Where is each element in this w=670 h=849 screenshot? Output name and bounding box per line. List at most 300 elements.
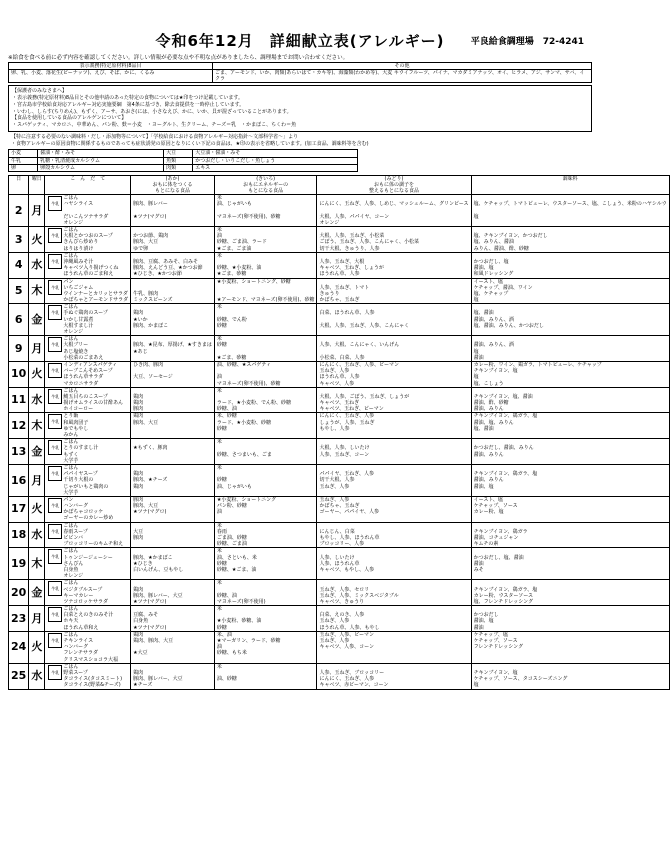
ingredient-line: 塩、ケチャップ、トマトピューレ、ウスターソース、塩、こしょう、米粉のハヤシルウ (473, 201, 667, 208)
ingredient-line: 砂糖、ごま油、ラード (216, 239, 267, 246)
ingredient-line: 砂糖、ごま油 (216, 541, 247, 548)
day-number: 3 (9, 227, 29, 253)
menu-column-header: (あか) おもに体をつくる もとになる食品 (131, 176, 215, 195)
red-group-foods (131, 522, 215, 548)
ingredient-line: イースト、塩 (473, 278, 503, 285)
allergen-list-right: ごま、アーモンド、いか、肉類(あらいはて・カキ等)、海藻類(わかめ等)、大麦 キウイフルーツ、パイナ、マカダミアナッツ、オイ、ヒラメ、アジ、サンマ、サバ、イクラ (213, 69, 592, 83)
ingredient-line: 醤油、みりん、酒 (473, 342, 514, 349)
menu-item: ほうれん草のごま和え (63, 271, 114, 278)
menu-day-row (9, 631, 670, 663)
ingredient-line: 米 (216, 439, 222, 446)
day-of-week: 木 (29, 278, 45, 304)
ingredient-line: 米 (216, 336, 222, 343)
ingredient-line: 砂糖、さつまいも、ごま (216, 451, 272, 458)
ingredient-line: キャベツ、赤ピーマン、コーン (319, 682, 389, 689)
milk-carton-icon: 牛乳 (48, 498, 62, 513)
red-group-foods (131, 413, 215, 439)
milk-carton-icon: 牛乳 (48, 665, 62, 680)
day-number: 19 (9, 548, 29, 580)
yellow-group-foods (214, 304, 317, 336)
ingredient-line: ★アーモンド、マヨネーズ(卵不使用)、砂糖 (216, 297, 315, 304)
ingredient-line: ★小麦粉、ショートニング (216, 496, 276, 503)
menu-item: ごはん (63, 631, 79, 638)
seasoning-items: 醤油・酢・みそ (38, 150, 164, 157)
milk-carton-icon: 牛乳 (48, 581, 62, 596)
seasoning-category: 卵 (9, 164, 38, 171)
menu-item: ごはん (63, 252, 79, 259)
menu-item: タコライス(タコスミート) (63, 676, 123, 683)
day-of-week: 月 (29, 336, 45, 362)
ingredient-line: 油、砂糖 (216, 676, 237, 683)
ingredient-line: 砂糖 (216, 322, 227, 329)
menu-column-header: (みどり) おもに体の調子を 整えるもとになる食品 (317, 176, 471, 195)
green-group-foods (317, 548, 471, 580)
ingredient-line: 人参、玉ねぎ、コーン (319, 451, 370, 458)
ingredient-line: 醤油、みりん (473, 477, 504, 484)
seasonings (471, 413, 669, 439)
ingredient-line: にんじん、白菜 (319, 528, 355, 535)
ingredient-line: かつおだし、塩、醤油 (473, 554, 524, 561)
ingredient-line: ★ツナ(マグロ) (133, 509, 167, 516)
guardian-line: ・宮古島市学校給食対応アレルギー対応実施要綱 第4条に基づき、除去食提供を一時停止しています。 (12, 101, 245, 108)
menu-day-row (9, 278, 670, 304)
ingredient-line: 塩 (473, 374, 479, 381)
seasonings (471, 464, 669, 496)
ingredient-line: イースト、塩 (473, 496, 503, 503)
allergen-header-left: 表示義務(特定原材料)8品目 (9, 62, 213, 69)
menu-day-row (9, 522, 670, 548)
ingredient-line: ごぼう、玉ねぎ、人参、こんにゃく、小松菜 (319, 239, 420, 246)
common-line: ・スパゲッティ、マカロニ、中華めん、パン粉、麩＝小麦 ・ヨーグルト、生クリーム、チーズ＝乳 ・かまぼこ、ちくわ＝魚 (12, 122, 297, 129)
menu-item: もずく (63, 451, 79, 458)
seasonings (471, 606, 669, 632)
ingredient-line: 鶏肉、豚肉、大豆 (133, 638, 174, 645)
ingredient-line: 塩 (473, 297, 479, 304)
seasoning-items: エキス (193, 164, 358, 171)
ingredient-line: ひき肉、豚肉 (133, 361, 164, 368)
ingredient-line: 豚肉、えんどう豆、★かつお節 (133, 265, 203, 272)
seasonings (471, 227, 669, 253)
menu-item: オレンジ (63, 329, 84, 336)
ingredient-line: しょうが、人参、玉ねぎ (319, 419, 375, 426)
ingredient-line: ほうれん草、人参 (319, 374, 360, 381)
ingredient-line: 米 (216, 304, 222, 311)
ingredient-line: 油、砂糖、★スパゲティ (216, 361, 271, 368)
menu-item: ごはん (63, 304, 79, 311)
ingredient-line: マヨネーズ(卵不使用)、砂糖 (216, 213, 281, 220)
menu-item: 和風肉団子 (63, 419, 89, 426)
ingredient-line: 牛乳、豚肉 (133, 290, 159, 297)
menu-item: クリスマスショコラ大福 (63, 656, 119, 663)
green-group-foods (317, 439, 471, 465)
menu-item: ホイコーロー (63, 406, 94, 413)
red-group-foods (131, 387, 215, 413)
ingredient-line: ゆで卵 (133, 245, 149, 252)
ingredient-line: 大豆、ソーセージ (133, 374, 173, 381)
organization-info: 平良給食調理場 72-4241 (470, 37, 584, 47)
milk-carton-icon: 牛乳 (48, 363, 62, 378)
menu-items (45, 361, 131, 387)
ingredient-line: みそ (473, 566, 484, 573)
menu-item: ごはん (63, 663, 79, 670)
menu-day-row (9, 464, 670, 496)
menu-items (45, 413, 131, 439)
ingredient-line (133, 452, 212, 458)
day-number: 23 (9, 606, 29, 632)
menu-item: 鯖五目ちのこスープ (63, 393, 108, 400)
menu-item: ブロッコリーのキムチ和え (63, 541, 124, 548)
ingredient-line: 人参、玉ねぎ、トマト (319, 284, 370, 291)
red-group-foods (131, 663, 215, 689)
ingredient-line: 米 (216, 663, 222, 670)
menu-items (45, 336, 131, 362)
ingredient-line: カレー粉、ウスターソース (473, 592, 533, 599)
ingredient-line: 砂糖、もち米 (216, 650, 247, 657)
day-of-week: 火 (29, 496, 45, 522)
yellow-group-foods (214, 580, 317, 606)
day-number: 5 (9, 278, 29, 304)
day-number: 10 (9, 361, 29, 387)
menu-item: キーマカレー (63, 592, 94, 599)
menu-day-row (9, 606, 670, 632)
ingredient-line: 油 (216, 644, 222, 651)
milk-carton-icon: 牛乳 (48, 337, 62, 352)
red-group-foods (131, 227, 215, 253)
red-group-foods (131, 278, 215, 304)
ingredient-line: カレー粉、ワイン、鶏ガラ、トマトピューレ、ケチャップ (473, 361, 602, 368)
menu-column-header: 日 (9, 176, 29, 195)
menu-item: 千切り大根の (63, 477, 94, 484)
ingredient-line: ★ツナ(マグロ) (133, 598, 167, 605)
ingredient-line: 豚肉、大豆 (133, 419, 159, 426)
ingredient-line: 米 (216, 227, 222, 234)
ingredient-line: 塩、醤油、みりん、かつおだし (473, 322, 544, 329)
day-number: 13 (9, 439, 29, 465)
menu-items (45, 548, 131, 580)
yellow-group-foods (214, 496, 317, 522)
ingredient-line: ★あじ (133, 348, 148, 355)
yellow-group-foods (214, 522, 317, 548)
ingredient-line: 醤油、塩 (473, 618, 494, 625)
ingredient-line: ★小麦粉、ショートニング、砂糖 (216, 278, 291, 285)
menu-item: 白菜とえのきのみそ汁 (63, 612, 114, 619)
ingredient-line: 豚肉 (133, 496, 144, 503)
ingredient-line: 大根、人参、パパイヤ、コーン (319, 213, 390, 220)
menu-item: チキンライス (63, 638, 94, 645)
ingredient-line: 醤油、コチュジャン (473, 535, 519, 542)
menu-item: ごはん (63, 439, 79, 446)
ingredient-line (133, 355, 212, 361)
ingredient-line (133, 381, 212, 387)
ingredient-line: もやし、人参 (319, 425, 350, 432)
ingredient-line: 人参、ほうれん草 (319, 560, 360, 567)
seasonings (471, 580, 669, 606)
ingredient-line: 醤油、塩 (473, 265, 494, 272)
menu-item: インディアンスパゲティ (63, 361, 118, 368)
seasoning-category: 肉類 (164, 164, 193, 171)
menu-item: かぼちゃとアーモンドサラダ (63, 297, 129, 304)
ingredient-line: 豚肉、かまぼこ (133, 322, 169, 329)
menu-item: きんぴら炒めり (63, 239, 99, 246)
menu-item: ごはん (63, 195, 79, 202)
ingredient-line: ★ごま、砂糖 (216, 354, 247, 361)
menu-item: とり飯 (63, 413, 79, 420)
green-group-foods (317, 278, 471, 304)
ingredient-line: 油、じゃがいも (216, 201, 252, 208)
menu-item: キャベツ入り揚げつくね (63, 265, 119, 272)
red-group-foods (131, 195, 215, 227)
ingredient-line: 小松菜、白菜、人参 (319, 354, 365, 361)
seasonings (471, 336, 669, 362)
ingredient-line: 油、じゃがいも (216, 483, 252, 490)
ingredient-line: 砂糖、油 (216, 592, 237, 599)
seasoning-heading: 【特に注意する必要のない調味料・だし・添加物等について】「学校給食における食物アレルギー対応指針～文部科学省～」より (11, 133, 299, 140)
ingredient-line: 塩、ケチャップ (473, 290, 509, 297)
milk-carton-icon: 牛乳 (48, 607, 62, 622)
ingredient-line: 玉ねぎ、人参 (319, 618, 350, 625)
milk-carton-icon: 牛乳 (48, 305, 62, 320)
menu-item: ハンバーグ (63, 644, 88, 651)
ingredient-line: 春雨 (216, 528, 227, 535)
menu-item: 大根とかつおのスープ (63, 233, 113, 240)
menu-day-row (9, 336, 670, 362)
menu-item: だいこんツナサラダ (63, 213, 109, 220)
menu-item: 春雨スープ (63, 528, 88, 535)
ingredient-line: 豚肉、★かまぼこ (133, 554, 173, 561)
day-of-week: 金 (29, 439, 45, 465)
ingredient-line: ほうれん草、人参、もやし (319, 624, 380, 631)
red-group-foods (131, 631, 215, 663)
milk-carton-icon: 牛乳 (48, 466, 62, 481)
milk-carton-icon: 牛乳 (48, 524, 62, 539)
menu-item: バーブこんそめスープ (63, 368, 113, 375)
ingredient-line: 砂糖、油 (216, 406, 237, 413)
ingredient-line: 豚肉、豆腐、あみそ、白みそ (133, 258, 199, 265)
menu-item: パン (63, 496, 74, 503)
ingredient-line: ラード、★小麦粉、でん粉、砂糖 (216, 400, 291, 407)
ingredient-line: 人参、玉ねぎ、ブロッコリー (319, 669, 385, 676)
ingredient-line: 和風ドレッシング (473, 271, 514, 278)
ingredient-line: きゅうり (319, 290, 340, 297)
ingredient-line: 醤油、塩、みりん (473, 419, 514, 426)
red-group-foods (131, 606, 215, 632)
menu-item: ベジタブルスープ (63, 586, 103, 593)
menu-day-row (9, 413, 670, 439)
green-group-foods (317, 195, 471, 227)
seasonings (471, 439, 669, 465)
menu-item: ゆでもやし (63, 425, 89, 432)
ingredient-line (133, 541, 212, 547)
ingredient-line: 油 (216, 509, 222, 516)
menu-day-row (9, 252, 670, 278)
ingredient-line: にんにく、玉ねぎ、人参 (319, 676, 375, 683)
notice-text: ※給食を食べる前に必ず内容を確認してください。詳しい情報が必要な点や不明な点がありましたら、調理場までお問い合わせください。 (8, 55, 349, 61)
ingredient-line: 切干大根、きゅうり、人参 (319, 245, 380, 252)
allergen-list-left: 卵、乳、小麦、落花生(ピーナッツ)、えび、そば、かに、くるみ (9, 69, 213, 83)
ingredient-line: 砂糖、でん粉 (216, 316, 247, 323)
green-group-foods (317, 227, 471, 253)
milk-carton-icon: 牛乳 (48, 254, 62, 269)
day-number: 9 (9, 336, 29, 362)
ingredient-line: チキンブイヨン、鶏ガラ (473, 528, 528, 535)
menu-item: オレンジ (63, 573, 84, 580)
ingredient-line: 鶏肉 (133, 586, 144, 593)
ingredient-line: 人参、大根、こんにゃく、いんげん (319, 342, 400, 349)
page-title: 令和6年12月 詳細献立表(アレルギー) (155, 32, 445, 50)
ingredient-line: 塩 (473, 682, 479, 689)
menu-item: ごはん (63, 464, 79, 471)
ingredient-line: 醤油 (473, 624, 484, 631)
ingredient-line: 豚肉、大豆 (133, 239, 159, 246)
menu-day-row (9, 304, 670, 336)
ingredient-line: 玉ねぎ、人参、ピーマン (319, 631, 375, 638)
menu-item: 揚げオムライスの甘酢あん (63, 400, 124, 407)
ingredient-line: かつおだし、醤油、みりん (473, 445, 534, 452)
menu-item: ごはん (63, 548, 79, 555)
ingredient-line: 米 (216, 606, 222, 613)
ingredient-line: 米 (216, 522, 222, 529)
milk-carton-icon: 牛乳 (48, 280, 62, 295)
ingredient-line: 塩、こしょう (473, 380, 504, 387)
menu-item: いちごジャム (63, 284, 94, 291)
ingredient-line: 玉ねぎ、人参 (319, 496, 350, 503)
seasoning-category: 魚類 (164, 157, 193, 164)
day-number: 18 (9, 522, 29, 548)
menu-item: はりはり漬け (63, 245, 94, 252)
ingredient-line: キャベツ、人参 (319, 380, 355, 387)
ingredient-line: ★小麦粉、砂糖、油 (216, 618, 262, 625)
ingredient-line: 豆腐、みそ (133, 612, 159, 619)
menu-item: ウインナーとカリッとサラダ (63, 290, 128, 297)
menu-item: ごはん (63, 227, 79, 234)
ingredient-line: 鶏肉 (133, 631, 144, 638)
ingredient-line: 豚肉 (133, 535, 144, 542)
green-group-foods (317, 361, 471, 387)
seasonings (471, 278, 669, 304)
day-number: 24 (9, 631, 29, 663)
day-of-week: 木 (29, 413, 45, 439)
menu-items (45, 195, 131, 227)
ingredient-line: ★大豆 (133, 650, 148, 657)
ingredient-line: カレー粉、塩 (473, 509, 504, 516)
ingredient-line: ごま油、砂糖 (216, 535, 247, 542)
day-number: 20 (9, 580, 29, 606)
ingredient-line: ケチャップ、ソース (473, 503, 518, 510)
menu-item: 大学芋 (63, 457, 79, 464)
ingredient-line: キャベツ、きゅうり (319, 598, 365, 605)
day-of-week: 火 (29, 227, 45, 253)
ingredient-line: かぼちゃ、玉ねぎ (319, 297, 360, 304)
ingredient-line: 米、砂糖 (216, 413, 237, 420)
menu-item: ハヤシライス (63, 201, 94, 208)
ingredient-line: もやし、人参、ほうれん草 (319, 535, 380, 542)
ingredient-line: 白身魚 (133, 618, 149, 625)
ingredient-line: 豚肉 (133, 406, 144, 413)
ingredient-line: ★ごま、砂糖 (216, 271, 247, 278)
menu-item: ツナコロッケサラダ (63, 598, 108, 605)
seasoning-row (9, 164, 358, 171)
menu-items (45, 387, 131, 413)
day-of-week: 金 (29, 580, 45, 606)
day-number: 11 (9, 387, 29, 413)
ingredient-line: 鶏肉 (133, 669, 144, 676)
ingredient-line: 砂糖、★小麦粉、油 (216, 265, 262, 272)
ingredient-line: ★ひじき (133, 560, 153, 567)
ingredient-line: 醤油、みりん、酒 (473, 316, 514, 323)
guardian-heading: 【保護者のみなさまへ】 (12, 88, 68, 95)
ingredient-line: 鶏肉 (133, 393, 144, 400)
menu-items (45, 580, 131, 606)
menu-item: さんぴん (63, 560, 84, 567)
day-number: 12 (9, 413, 29, 439)
menu-column-header: こ ん だ て (45, 176, 131, 195)
seasoning-row (9, 150, 358, 157)
menu-item: みかん (63, 432, 79, 439)
ingredient-line: 砂糖 (216, 477, 227, 484)
red-group-foods (131, 336, 215, 362)
ingredient-line: ★ツナ(マグロ) (133, 213, 167, 220)
day-of-week: 月 (29, 195, 45, 227)
ingredient-line: 砂糖 (216, 624, 227, 631)
menu-item: ほうれん草和え (63, 624, 99, 631)
ingredient-line: キャベツ、玉ねぎ、しょうが (319, 265, 384, 272)
menu-day-row (9, 663, 670, 689)
menu-item: ごはん (63, 606, 79, 613)
menu-document (8, 0, 667, 690)
ingredient-line: 大根、人参、しいたけ (319, 445, 370, 452)
ingredient-line: キャベツ、玉ねぎ (319, 400, 360, 407)
menu-item: あじ塩焼き (63, 348, 89, 355)
menu-item: 大学芋 (63, 489, 79, 496)
ingredient-line (133, 426, 212, 432)
ingredient-line: 鶏肉 (133, 471, 144, 478)
menu-item: 大根すまし汁 (63, 322, 94, 329)
ingredient-line: にんにく、玉ねぎ、人参、ピーマン (319, 361, 399, 368)
ingredient-line: 鶏肉 (133, 483, 144, 490)
seasoning-category: 大豆 (164, 150, 193, 157)
day-of-week: 水 (29, 252, 45, 278)
day-of-week: 月 (29, 606, 45, 632)
ingredient-line: 玉ねぎ、人参、セロリ (319, 586, 370, 593)
ingredient-line: 米 (216, 195, 222, 202)
ingredient-line: 鶏肉 (133, 400, 144, 407)
seasonings (471, 548, 669, 580)
menu-column-header: 曜日 (29, 176, 45, 195)
menu-item: とりのすまし汁 (63, 445, 99, 452)
seasonings (471, 663, 669, 689)
allergen-table (8, 62, 592, 84)
menu-item: ビビンバ (63, 535, 83, 542)
ingredient-line: 米、油 (216, 631, 232, 638)
day-number: 6 (9, 304, 29, 336)
yellow-group-foods (214, 252, 317, 278)
yellow-group-foods (214, 548, 317, 580)
seasonings (471, 252, 669, 278)
ingredient-line (133, 220, 212, 226)
green-group-foods (317, 496, 471, 522)
ingredient-line: 大根、人参、ごぼう、玉ねぎ、しょうが (319, 393, 410, 400)
common-heading: 【食品を使用している食品のアレルゲンについて】 (12, 115, 127, 122)
ingredient-line (217, 220, 315, 226)
menu-item: じゃがいもと鶏肉の (63, 483, 109, 490)
milk-carton-icon: 牛乳 (48, 228, 62, 243)
ingredient-line: キムチの素 (473, 541, 499, 548)
yellow-group-foods (214, 361, 317, 387)
menu-item: ごはん (63, 336, 79, 343)
day-number: 17 (9, 496, 29, 522)
ingredient-line: ★マーガリン、ラード、砂糖 (216, 638, 281, 645)
ingredient-line: 大豆 (133, 528, 144, 535)
